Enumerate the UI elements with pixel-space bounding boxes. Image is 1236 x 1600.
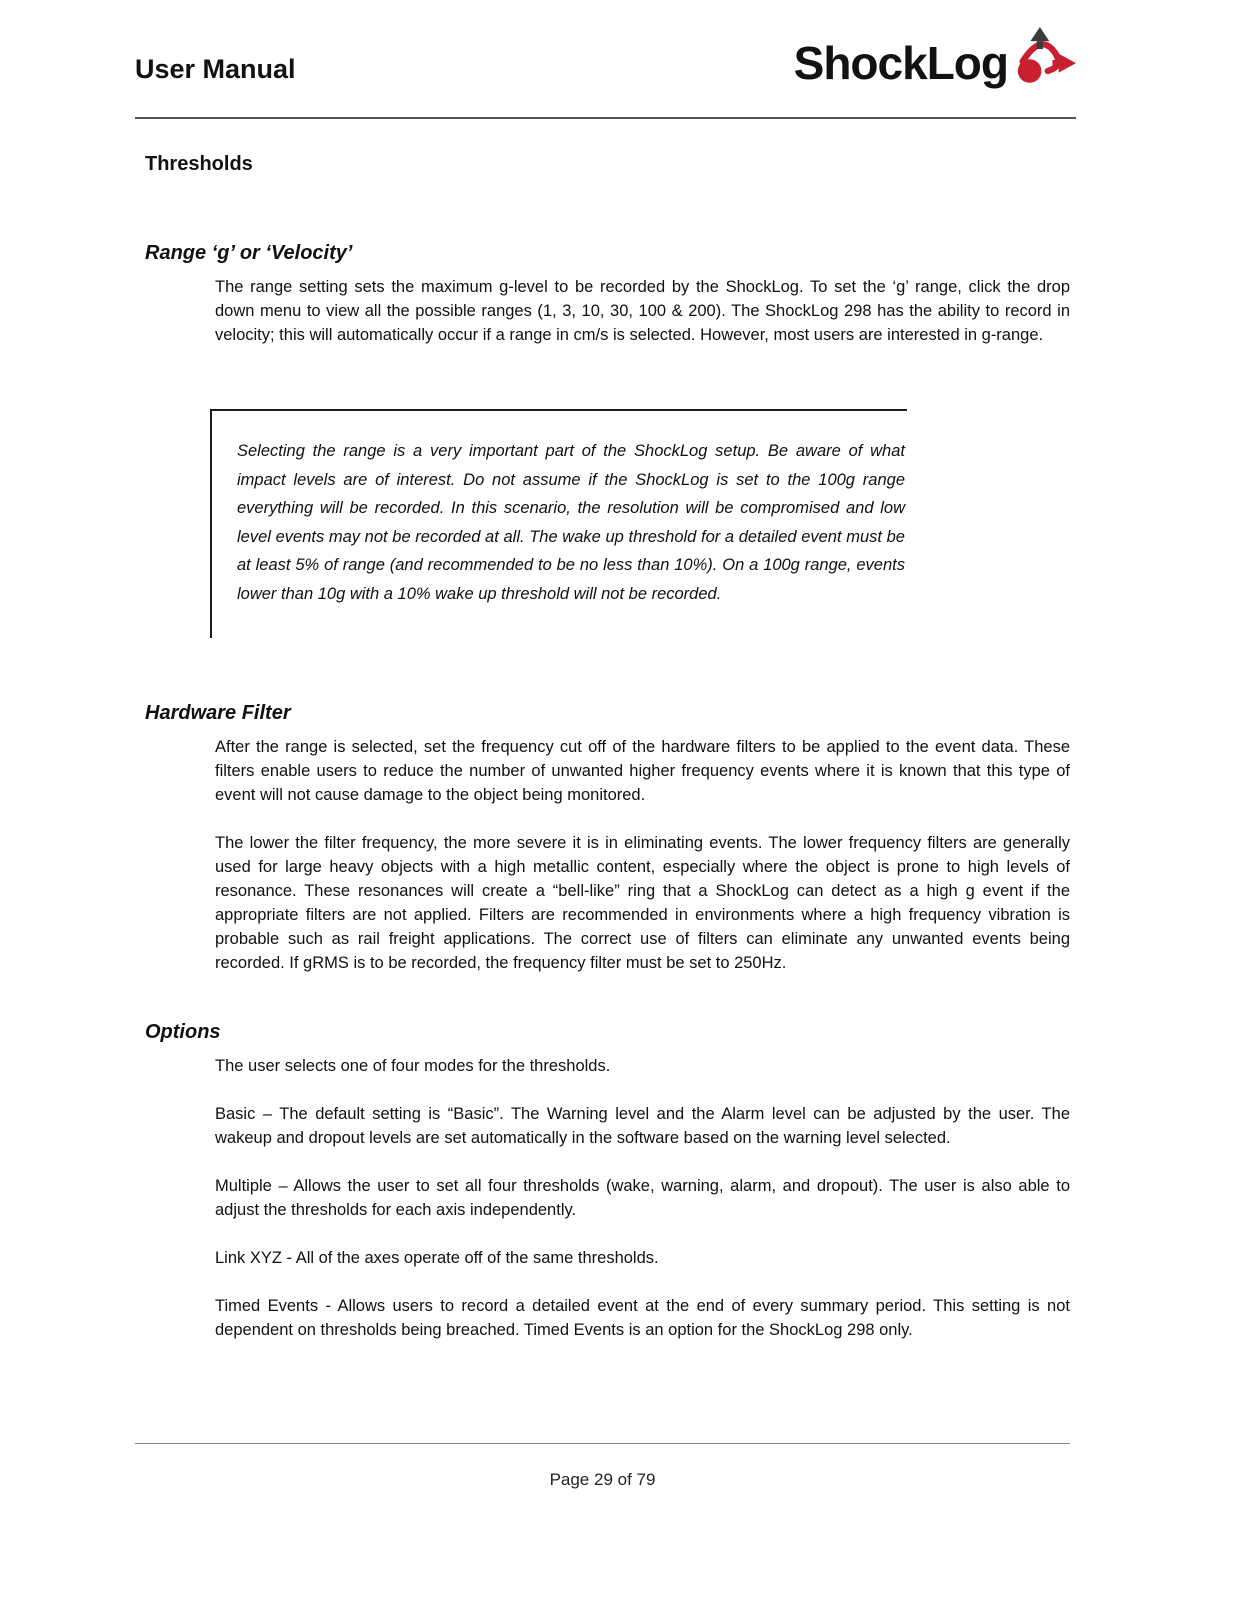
section-heading-hardware-filter: Hardware Filter [145, 702, 291, 724]
options-timed-events-paragraph: Timed Events - Allows users to record a detailed event at the end of every summary period. This setting is not dependent on thresholds being breached. Timed Events is an option for the ShockLog 298 only. [215, 1297, 1070, 1339]
options-intro-paragraph: The user selects one of four modes for the thresholds. [215, 1057, 611, 1075]
shocklog-logo-icon [1010, 27, 1076, 98]
section-heading-options: Options [145, 1021, 221, 1043]
page-footer [135, 1443, 1070, 1490]
options-linkxyz-paragraph: Link XYZ - All of the axes operate off of the same thresholds. [215, 1249, 659, 1267]
options-basic-paragraph: Basic – The default setting is “Basic”. The Warning level and the Alarm level can be adjusted by the user. The wakeup and dropout levels are set automatically in the software based on the warning level selected. [215, 1105, 1070, 1147]
options-multiple-paragraph: Multiple – Allows the user to set all four thresholds (wake, warning, alarm, and dropout). The user is also able to adjust the thresholds for each axis independently. [215, 1177, 1070, 1219]
page-header [135, 0, 1076, 119]
shocklog-logo [794, 19, 1076, 98]
section-heading-range: Range ‘g’ or ‘Velocity’ [145, 242, 353, 264]
range-note-box [210, 409, 907, 638]
hardware-paragraph-2: The lower the filter frequency, the more severe it is in eliminating events. The lower frequency filters are generally used for large heavy objects with a high metallic content, especially where the object is prone to high levels of resonance. These resonances will create a “bell-like” ring that a ShockLog can detect as a high g event if the appropriate filters are not applied. Filters are recommended in environments where a high frequency vibration is probable such as rail freight applications. The correct use of filters can eliminate any unwanted events being recorded. If gRMS is to be recorded, the frequency filter must be set to 250Hz. [215, 834, 1070, 972]
hardware-paragraph-1: After the range is selected, set the frequency cut off of the hardware filters to be applied to the event data. These filters enable users to reduce the number of unwanted higher frequency events where it is known that this type of event will not cause damage to the object being monitored. [215, 738, 1070, 804]
page-number: Page 29 of 79 [549, 1470, 656, 1489]
range-paragraph: The range setting sets the maximum g-level to be recorded by the ShockLog. To set the ‘g’ range, click the drop down menu to view all the possible ranges (1, 3, 10, 30, 100 & 200). The ShockLog 298 has the ability to record in velocity; this will automatically occur if a range in cm/s is selected. However, most users are interested in g-range. [215, 278, 1070, 344]
header-title: User Manual [135, 54, 296, 84]
page-title: Thresholds [145, 153, 253, 175]
range-note-text: Selecting the range is a very important part of the ShockLog setup. Be aware of what impact levels are of interest. Do not assume if the ShockLog is set to the 100g range everything will be recorded. In this scenario, the resolution will be compromised and low level events may not be recorded at all. The wake up threshold for a detailed event must be at least 5% of range (and recommended to be no less than 10%). On a 100g range, events lower than 10g with a 10% wake up threshold will not be recorded. [237, 442, 905, 603]
shocklog-logo-text: ShockLog [793, 36, 1008, 89]
page-content [135, 117, 1070, 1342]
